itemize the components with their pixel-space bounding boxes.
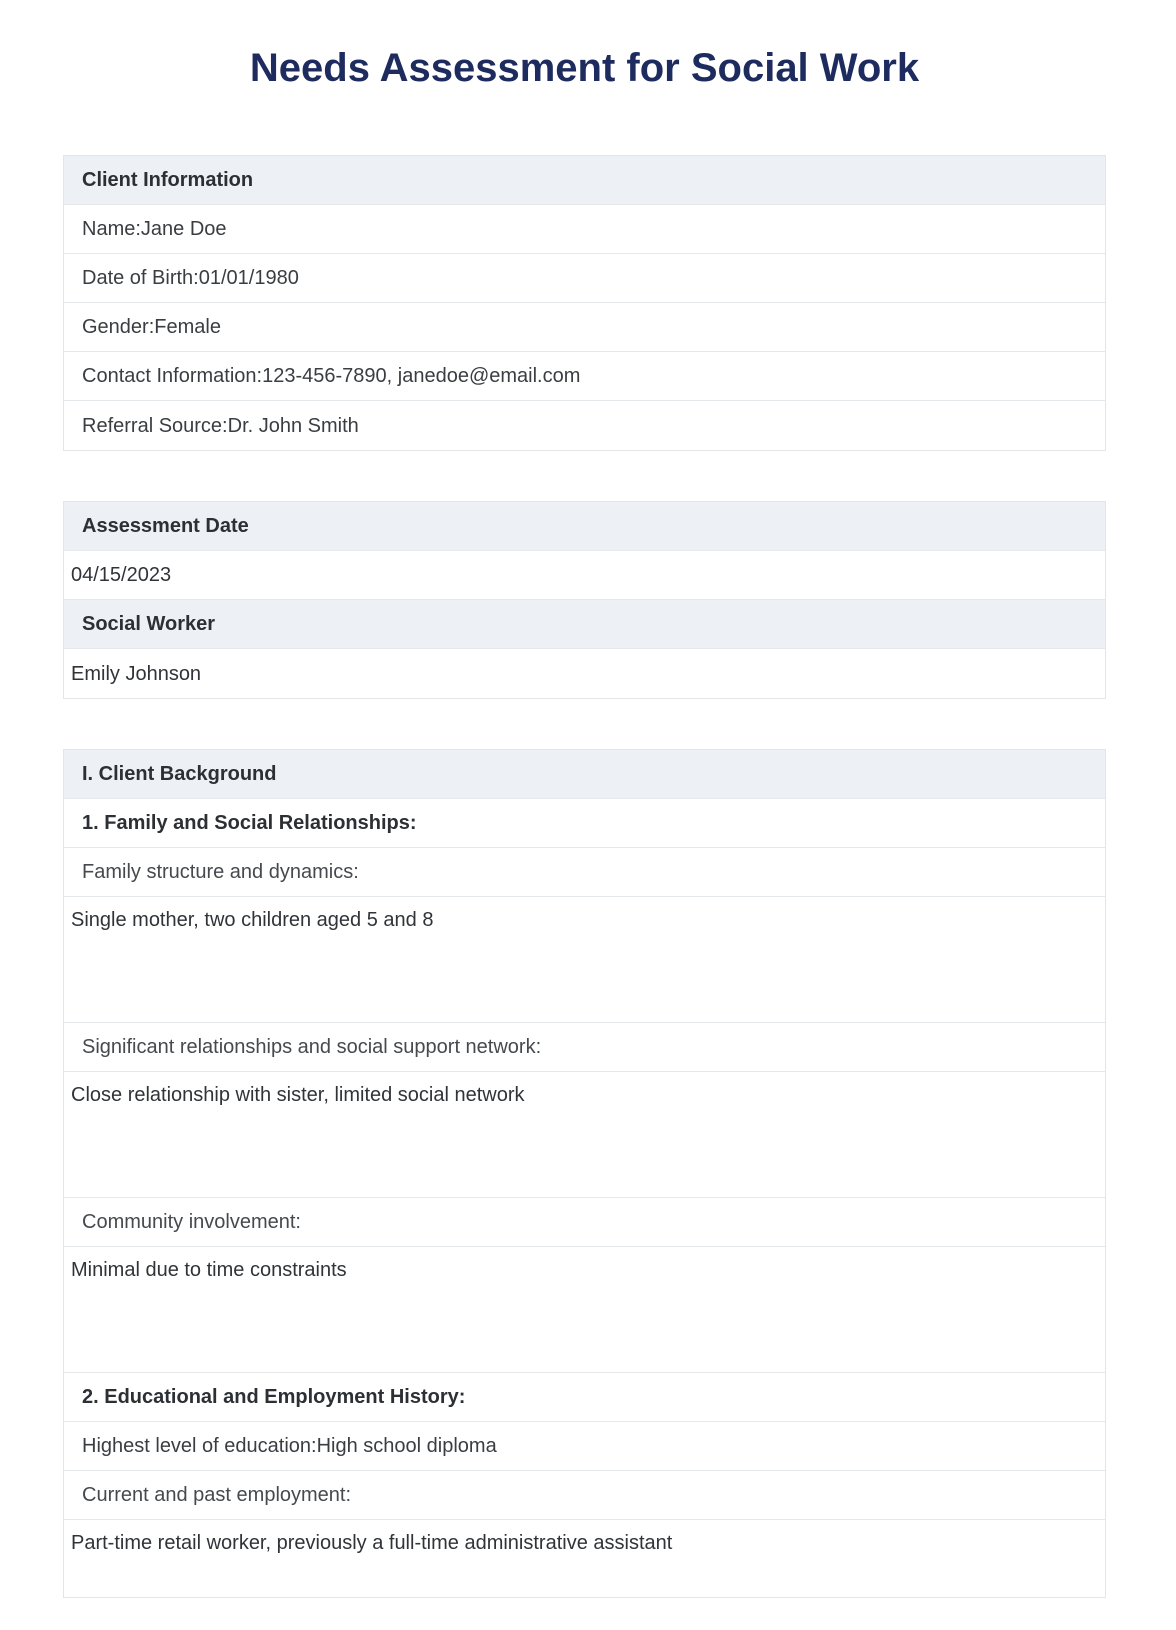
field-row-name xyxy=(64,205,1105,254)
section-header-label: I. Client Background xyxy=(82,763,277,785)
answer-field-family-structure[interactable]: Single mother, two children aged 5 and 8 xyxy=(64,897,1105,1023)
section-header-label: Client Information xyxy=(82,169,254,191)
field-label-contact-information: Contact Information: xyxy=(82,365,263,387)
field-value-gender[interactable]: Female xyxy=(154,316,221,338)
field-row-highest-education xyxy=(64,1422,1105,1471)
field-value-date-of-birth[interactable]: 01/01/1980 xyxy=(198,267,299,289)
field-row-contact-information xyxy=(64,352,1105,401)
field-label-date-of-birth: Date of Birth: xyxy=(82,267,199,289)
section-header-assessment-date xyxy=(64,502,1105,551)
subsection-title-family-social-relationships xyxy=(64,799,1105,848)
question-label-community-involvement xyxy=(64,1198,1105,1247)
answer-field-current-past-employment[interactable]: Part-time retail worker, previously a full-time administrative assistant xyxy=(71,1532,673,1554)
question-label-current-past-employment xyxy=(64,1471,1105,1520)
subsection-title-label: 1. Family and Social Relationships: xyxy=(82,812,417,834)
section-header-client-background xyxy=(64,750,1105,799)
client-background-section xyxy=(63,749,1106,1598)
section-header-social-worker xyxy=(64,600,1105,649)
page-title: Needs Assessment for Social Work xyxy=(249,46,920,90)
social-worker-value-field[interactable]: Emily Johnson xyxy=(71,662,202,685)
assessment-section xyxy=(63,501,1106,699)
question-label: Community involvement: xyxy=(82,1211,301,1233)
field-label-name: Name: xyxy=(82,218,141,240)
field-value-contact-information[interactable]: 123-456-7890, janedoe@email.com xyxy=(262,365,581,387)
answer-field-significant-relationships[interactable]: Close relationship with sister, limited social network xyxy=(64,1072,1105,1198)
client-information-section xyxy=(63,155,1106,451)
question-label-significant-relationships xyxy=(64,1023,1105,1072)
section-header-label: Social Worker xyxy=(82,613,216,635)
field-value-referral-source[interactable]: Dr. John Smith xyxy=(227,414,359,437)
field-value-name[interactable]: Jane Doe xyxy=(140,218,227,240)
answer-field-community-involvement[interactable]: Minimal due to time constraints xyxy=(64,1247,1105,1373)
question-label: Family structure and dynamics: xyxy=(82,861,359,883)
question-label: Significant relationships and social support network: xyxy=(82,1036,542,1058)
field-label-gender: Gender: xyxy=(82,316,155,338)
field-row-referral-source xyxy=(64,401,1105,450)
section-header-client-information xyxy=(64,156,1105,205)
field-label-referral-source: Referral Source: xyxy=(82,414,228,437)
assessment-date-value-field[interactable]: 04/15/2023 xyxy=(64,551,1105,600)
field-value-highest-education[interactable]: High school diploma xyxy=(316,1435,497,1457)
field-label-highest-education: Highest level of education: xyxy=(82,1435,317,1457)
section-header-label: Assessment Date xyxy=(82,515,249,537)
subsection-title-educational-employment-history xyxy=(64,1373,1105,1422)
question-label-family-structure xyxy=(64,848,1105,897)
question-label: Current and past employment: xyxy=(82,1484,352,1506)
field-row-gender xyxy=(64,303,1105,352)
subsection-title-label: 2. Educational and Employment History: xyxy=(82,1386,466,1408)
field-row-date-of-birth xyxy=(64,254,1105,303)
